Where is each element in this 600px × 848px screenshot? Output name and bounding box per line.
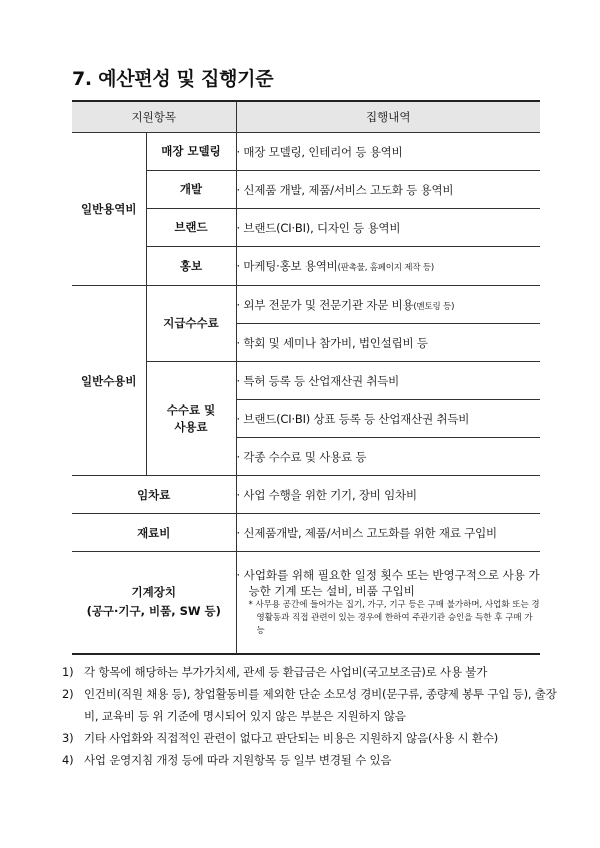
table-row [72, 514, 540, 552]
item-description: · 신제품 개발, 제품/서비스 고도화 등 용역비 [236, 171, 540, 209]
footnote-text: 인건비(직원 채용 등), 창업활동비를 제외한 단순 소모성 경비(문구류, 종량제 봉투 구입 등), 출장비, 교육비 등 위 기준에 명시되어 있지 않은 부분은 지원하지 않음 [84, 687, 557, 723]
desc-main: · 마케팅·홍보 용역비 [236, 259, 338, 273]
category-general-fee: 일반수용비 [72, 286, 146, 476]
table-row [72, 552, 540, 654]
item-description: · 각종 수수료 및 사용료 등 [236, 438, 540, 476]
category-general-service: 일반용역비 [72, 133, 146, 286]
item-description: · 신제품개발, 제품/서비스 고도화를 위한 재료 구입비 [236, 514, 540, 552]
header-support-item: 지원항목 [72, 101, 236, 133]
footnote-text: 사업 운영지침 개정 등에 따라 지원항목 등 일부 변경될 수 있음 [84, 753, 392, 767]
footnote-item [62, 749, 562, 771]
table-row [72, 476, 540, 514]
category-rent: 임차료 [72, 476, 236, 514]
sub-item: 브랜드 [146, 209, 236, 247]
item-description: · 사업 수행을 위한 기기, 장비 임차비 [236, 476, 540, 514]
desc-main: · 외부 전문가 및 전문기관 자문 비용 [236, 297, 414, 312]
footnote-text: 기타 사업화와 직접적인 관련이 없다고 판단되는 비용은 지원하지 않음(사용 시 환수) [84, 731, 499, 745]
footnote-item [62, 683, 562, 727]
footnote-number: 2) [62, 687, 74, 701]
item-description: · 특허 등록 등 산업재산권 취득비 [236, 362, 540, 400]
equipment-desc: · 사업화를 위해 필요한 일정 횟수 또는 반영구적으로 사용 가능한 기계 또는 설비, 비품 구입비 [236, 567, 540, 598]
item-description: · 브랜드(CI·BI), 디자인 등 용역비 [236, 209, 540, 247]
footnotes [62, 661, 562, 771]
category-material: 재료비 [72, 514, 236, 552]
sub-item [146, 362, 236, 476]
item-description [236, 247, 540, 286]
equipment-note: * 사무용 공간에 들어가는 집기, 가구, 기구 등은 구매 불가하며, 사업화 또는 경영활동과 직접 관련이 있는 경우에 한하여 주관기관 승인을 득한 후 구매 가능 [248, 599, 540, 636]
item-description: · 학회 및 세미나 참가비, 법인설립비 등 [236, 324, 540, 362]
item-description [236, 286, 540, 324]
item-description: · 매장 모델링, 인테리어 등 용역비 [236, 133, 540, 171]
footnote-item [62, 661, 562, 683]
table-header-row [72, 101, 540, 133]
category-line: 기계장치 [131, 585, 176, 600]
header-execution-detail: 집행내역 [236, 101, 540, 133]
footnote-number: 1) [62, 665, 74, 679]
footnote-text: 각 항목에 해당하는 부가가치세, 관세 등 환급금은 사업비(국고보조금)로 사용 불가 [84, 665, 488, 679]
sub-item: 지급수수료 [146, 286, 236, 362]
sub-item-line: 사용료 [174, 419, 208, 434]
item-description [236, 552, 540, 654]
section-title: 7. 예산편성 및 집행기준 [72, 68, 274, 90]
category-line: (공구·기구, 비품, SW 등) [86, 604, 221, 619]
desc-small: (판촉물, 홈페이지 제작 등) [337, 263, 434, 273]
footnote-item [62, 727, 562, 749]
sub-item-line: 수수료 및 [166, 402, 216, 417]
category-equipment [72, 552, 236, 654]
desc-small: (멘토링 등) [413, 301, 455, 312]
sub-item: 홍보 [146, 247, 236, 286]
sub-item: 매장 모델링 [146, 133, 236, 171]
budget-table [72, 100, 540, 655]
table-row [72, 133, 540, 171]
table-row [72, 286, 540, 324]
footnote-number: 4) [62, 753, 74, 767]
sub-item: 개발 [146, 171, 236, 209]
item-description: · 브랜드(CI·BI) 상표 등록 등 산업재산권 취득비 [236, 400, 540, 438]
footnote-number: 3) [62, 731, 74, 745]
